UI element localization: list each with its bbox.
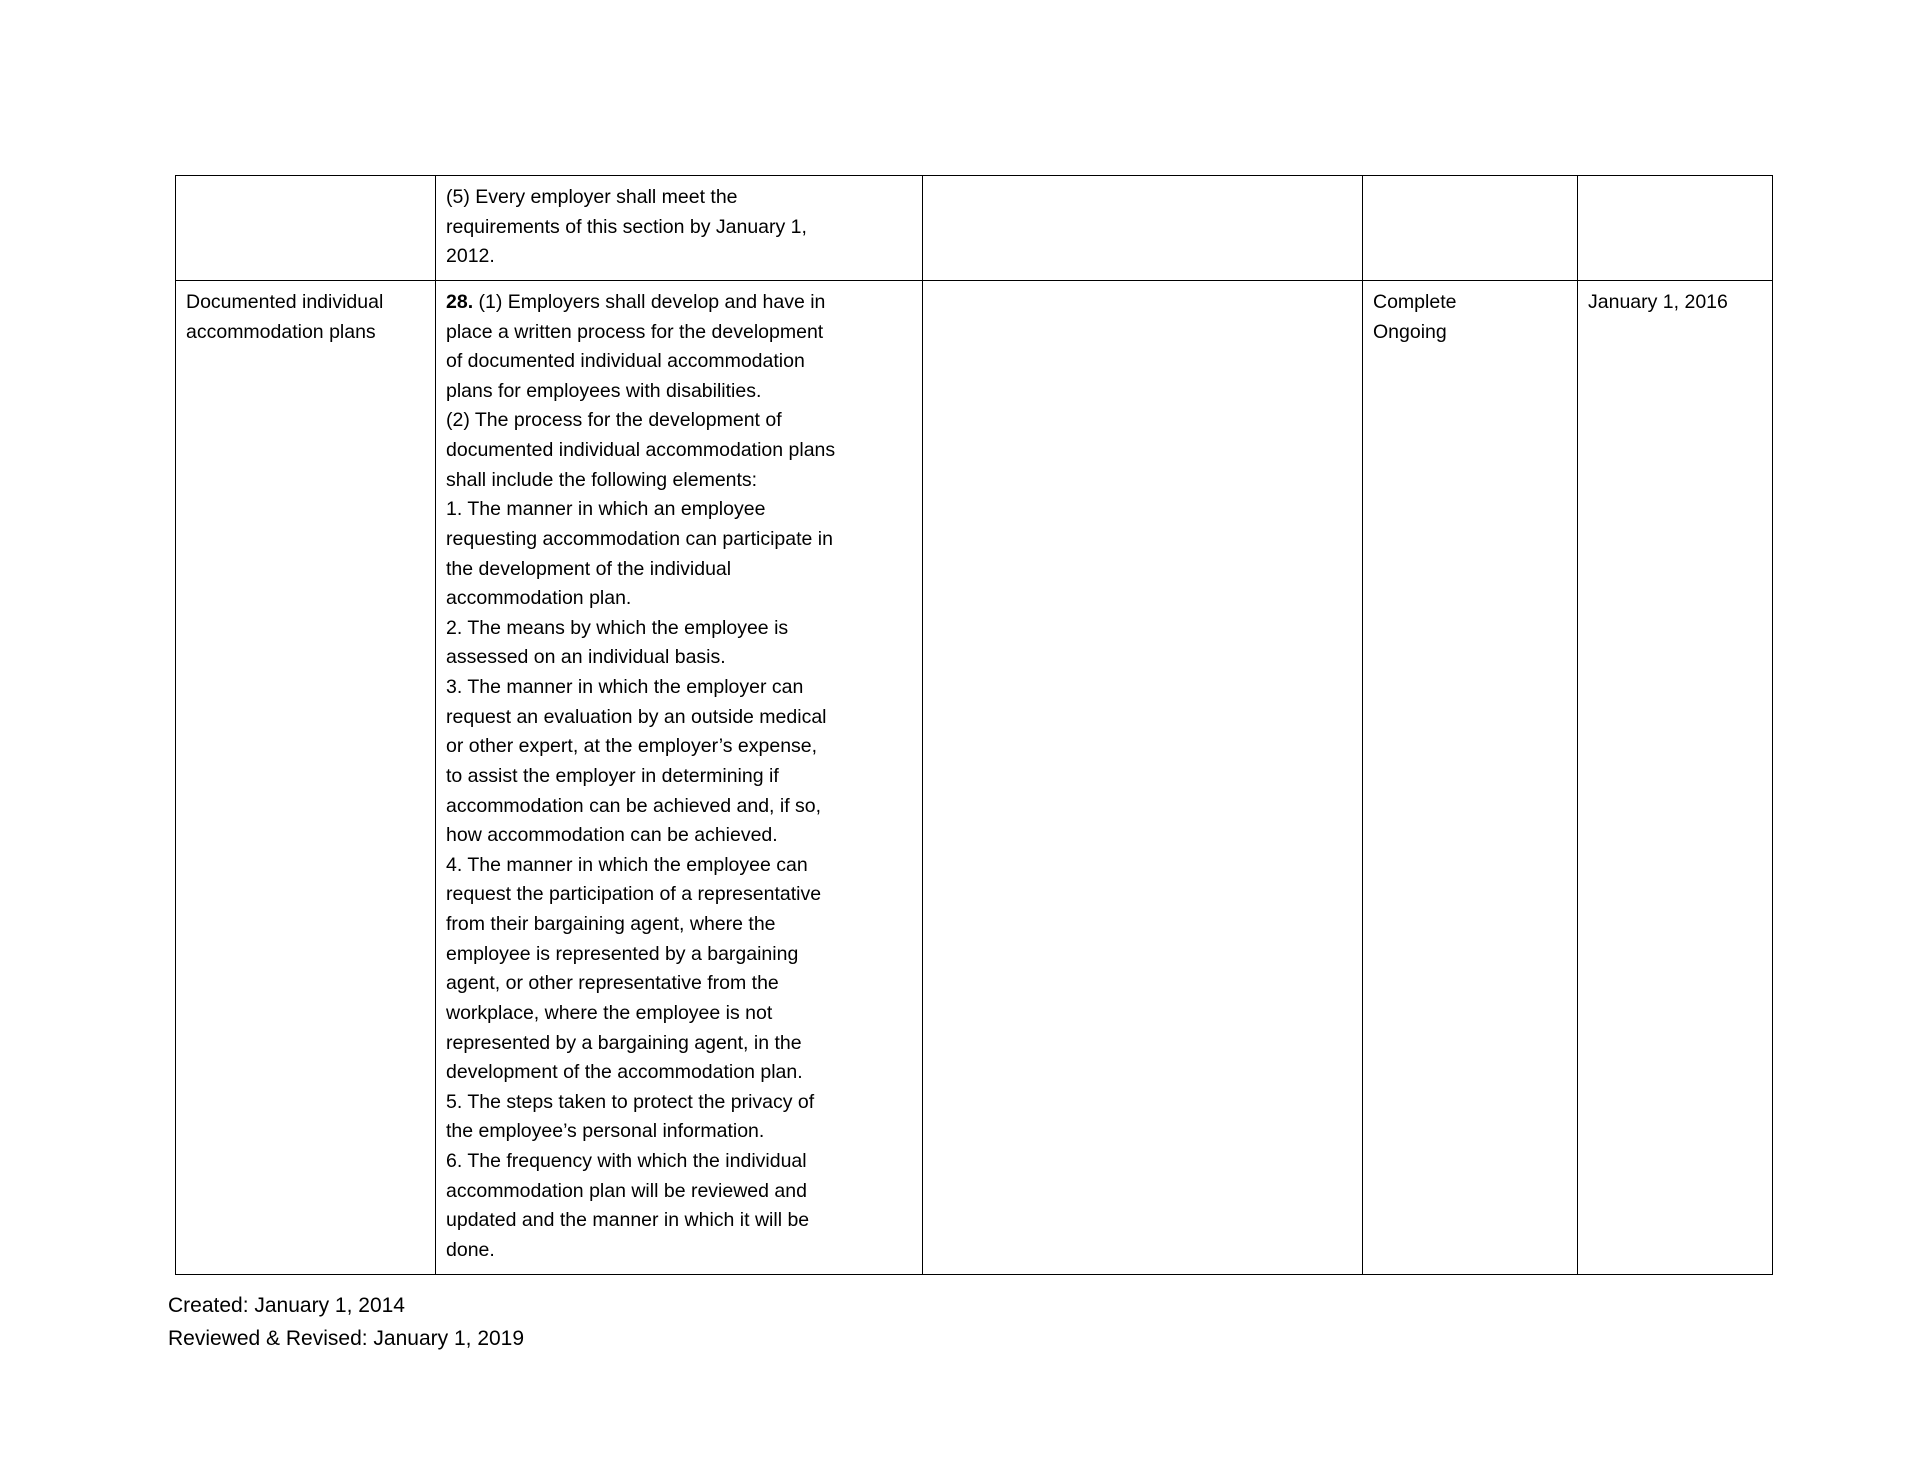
document-footer — [168, 1290, 524, 1355]
cell-legislation — [436, 280, 923, 1274]
legislation-line: documented individual accommodation plans — [446, 439, 836, 461]
legislation-line: (5) Every employer shall meet the — [446, 186, 738, 208]
status-text: Complete — [1373, 290, 1457, 313]
legislation-line: request an evaluation by an outside medical — [446, 705, 827, 728]
legislation-line: accommodation plan. — [446, 587, 632, 610]
date-text: January 1, 2016 — [1588, 290, 1728, 313]
footer-created: Created: January 1, 2014 — [168, 1294, 405, 1317]
legislation-line: 2012. — [446, 245, 495, 268]
table-row — [176, 176, 1773, 281]
status-text: Ongoing — [1373, 320, 1447, 343]
legislation-line: requirements of this section by January 1, — [446, 215, 807, 238]
legislation-line: the development of the individual — [446, 557, 732, 580]
table-row — [176, 280, 1773, 1274]
legislation-line: accommodation plan will be reviewed and — [446, 1179, 807, 1202]
cell-date — [1578, 176, 1773, 281]
cell-requirement — [176, 280, 436, 1274]
legislation-line: represented by a bargaining agent, in the — [446, 1031, 802, 1054]
legislation-line: 5. The steps taken to protect the privacy of — [446, 1090, 815, 1113]
legislation-line: request the participation of a representative — [446, 883, 822, 906]
legislation-line: workplace, where the employee is not — [446, 1001, 773, 1024]
legislation-line: (2) The process for the development of — [446, 409, 782, 432]
section-number: 28. — [446, 290, 474, 313]
legislation-line: 3. The manner in which the employer can — [446, 676, 804, 698]
cell-status — [1363, 176, 1578, 281]
requirement-text: Documented individual accommodation plans — [186, 290, 384, 343]
legislation-line: from their bargaining agent, where the — [446, 913, 776, 935]
legislation-line: the employee’s personal information. — [446, 1120, 765, 1143]
cell-action — [923, 176, 1363, 281]
cell-action — [923, 280, 1363, 1274]
legislation-line: plans for employees with disabilities. — [446, 379, 762, 402]
legislation-line: 6. The frequency with which the individual — [446, 1150, 807, 1172]
compliance-table — [175, 175, 1773, 1275]
legislation-line: accommodation can be achieved and, if so, — [446, 794, 822, 817]
legislation-line: of documented individual accommodation — [446, 350, 805, 373]
document-body — [175, 175, 1775, 1275]
legislation-line: done. — [446, 1238, 495, 1261]
legislation-line: (1) Employers shall develop and have in — [473, 290, 826, 313]
cell-requirement — [176, 176, 436, 281]
legislation-line: 4. The manner in which the employee can — [446, 853, 808, 876]
legislation-line: or other expert, at the employer’s expense, — [446, 735, 818, 758]
legislation-line: how accommodation can be achieved. — [446, 824, 778, 847]
legislation-line: agent, or other representative from the — [446, 972, 779, 995]
legislation-line: to assist the employer in determining if — [446, 764, 779, 787]
legislation-line: employee is represented by a bargaining — [446, 942, 799, 965]
legislation-line: requesting accommodation can participate in — [446, 527, 833, 550]
cell-status — [1363, 280, 1578, 1274]
legislation-line: 2. The means by which the employee is — [446, 616, 789, 639]
cell-legislation — [436, 176, 923, 281]
cell-date — [1578, 280, 1773, 1274]
legislation-line: development of the accommodation plan. — [446, 1061, 803, 1084]
legislation-line: updated and the manner in which it will be — [446, 1209, 810, 1232]
legislation-line: place a written process for the development — [446, 320, 824, 343]
legislation-line: shall include the following elements: — [446, 468, 758, 491]
legislation-first-line — [446, 288, 912, 318]
legislation-line: assessed on an individual basis. — [446, 646, 726, 669]
footer-reviewed: Reviewed & Revised: January 1, 2019 — [168, 1326, 525, 1350]
legislation-line: 1. The manner in which an employee — [446, 498, 766, 521]
